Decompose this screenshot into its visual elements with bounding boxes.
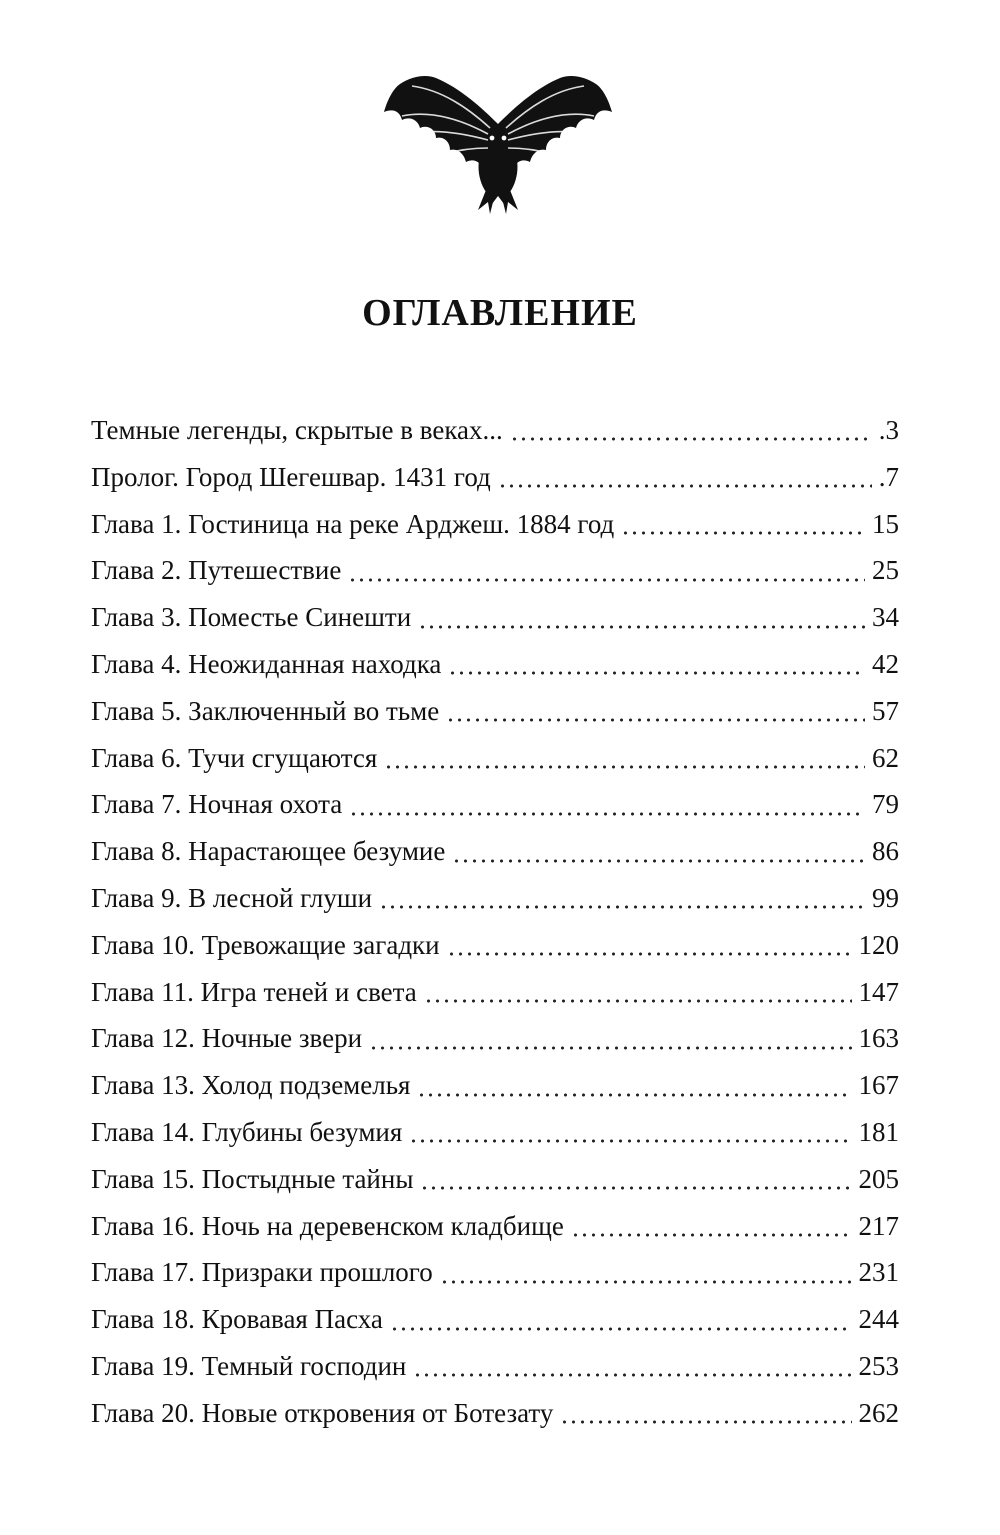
toc-entry-title: Глава 10. Тревожащие загадки [91, 929, 440, 960]
dot-leader [348, 578, 865, 582]
toc-entry-page-number: 181 [858, 1116, 899, 1147]
dot-leader [418, 625, 865, 629]
toc-entry-title: Глава 8. Нарастающее безумие [91, 836, 446, 867]
toc-entry-page-number: 244 [858, 1304, 899, 1335]
toc-entry[interactable] [91, 1296, 899, 1343]
dot-leader [498, 484, 872, 488]
toc-entry[interactable] [91, 1062, 899, 1109]
toc-entry-page-number: 167 [858, 1070, 899, 1101]
toc-entry-title: Глава 16. Ночь на деревенском кладбище [91, 1210, 564, 1241]
dot-leader [440, 1280, 852, 1284]
toc-entry-title: Глава 1. Гостиница на реке Арджеш. 1884 год [91, 508, 615, 539]
toc-entry[interactable] [91, 594, 899, 641]
toc-entry-page-number: 57 [872, 695, 899, 726]
toc-entry-title: Глава 13. Холод подземелья [91, 1070, 411, 1101]
toc-entry-title: Глава 7. Ночная охота [91, 789, 343, 820]
toc-entry[interactable] [91, 1203, 899, 1250]
toc-entry-page-number: 62 [872, 742, 899, 773]
toc-entry-page-number: 147 [858, 976, 899, 1007]
toc-entry-page-number: .3 [878, 415, 899, 445]
dot-leader [369, 1046, 851, 1050]
toc-entry-title: Глава 20. Новые откровения от Ботезату [91, 1397, 554, 1428]
toc-entry-title: Пролог. Город Шегешвар. 1431 год [91, 461, 491, 492]
toc-entry-title: Глава 18. Кровавая Пасха [91, 1304, 383, 1335]
toc-entry-title: Глава 5. Заключенный во тьме [91, 695, 440, 726]
dot-leader [424, 999, 852, 1003]
dot-leader [390, 1327, 852, 1331]
dot-leader [452, 859, 865, 863]
dot-leader [447, 952, 852, 956]
dot-leader [510, 437, 872, 441]
dot-leader [571, 1233, 852, 1237]
dot-leader [413, 1373, 851, 1377]
toc-entry[interactable] [91, 1156, 899, 1203]
toc-entry[interactable] [91, 688, 899, 735]
toc-entry[interactable] [91, 1249, 899, 1296]
dot-leader [409, 1139, 851, 1143]
toc-entry-page-number: 34 [872, 602, 899, 633]
toc-entry-title: Глава 2. Путешествие [91, 555, 342, 586]
dot-leader [384, 765, 865, 769]
toc-entry[interactable] [91, 735, 899, 782]
dot-leader [349, 812, 865, 816]
toc-entry-page-number: 120 [858, 929, 899, 960]
toc-entry[interactable] [91, 1015, 899, 1062]
bat-icon [382, 68, 614, 220]
toc-entry-title: Глава 3. Поместье Синешти [91, 602, 412, 633]
toc-entry[interactable] [91, 969, 899, 1016]
dot-leader [560, 1420, 851, 1424]
dot-leader [448, 671, 865, 675]
toc-entry-title: Глава 14. Глубины безумия [91, 1116, 403, 1147]
toc-entry[interactable] [91, 454, 899, 501]
dot-leader [417, 1093, 851, 1097]
toc-entry-page-number: 205 [858, 1163, 899, 1194]
toc-entry-title: Глава 4. Неожиданная находка [91, 648, 442, 679]
toc-entry-title: Глава 17. Призраки прошлого [91, 1257, 433, 1288]
toc-entry-page-number: 79 [872, 789, 899, 820]
toc-entry-page-number: .7 [878, 461, 899, 492]
toc-entry-title: Глава 15. Постыдные тайны [91, 1163, 414, 1194]
toc-entry[interactable] [91, 828, 899, 875]
toc-entry[interactable] [91, 547, 899, 594]
toc-entry[interactable] [91, 1390, 899, 1437]
toc-entry-title: Глава 11. Игра теней и света [91, 976, 417, 1007]
toc-entry-title: Глава 6. Тучи сгущаются [91, 742, 378, 773]
toc-entry-page-number: 25 [872, 555, 899, 586]
toc-entry-title: Глава 9. В лесной глуши [91, 882, 373, 913]
toc-entry[interactable] [91, 875, 899, 922]
page-title: ОГЛАВЛЕНИЕ [362, 292, 638, 334]
toc-entry-page-number: 86 [872, 836, 899, 867]
toc-entry-page-number: 163 [858, 1023, 899, 1054]
toc-entry-title: Темные легенды, скрытые в веках... [91, 415, 503, 445]
toc-entry[interactable] [91, 1109, 899, 1156]
toc-entry[interactable] [91, 641, 899, 688]
toc-entry[interactable] [91, 781, 899, 828]
dot-leader [446, 718, 865, 722]
toc-entry-page-number: 231 [858, 1257, 899, 1288]
toc-entry-page-number: 262 [858, 1397, 899, 1428]
toc-entry-title: Глава 19. Темный господин [91, 1350, 407, 1381]
toc-entry[interactable] [91, 1343, 899, 1390]
table-of-contents [91, 407, 899, 1437]
toc-entry-page-number: 15 [872, 508, 899, 539]
toc-entry[interactable] [91, 922, 899, 969]
toc-entry-title: Глава 12. Ночные звери [91, 1023, 363, 1054]
toc-entry-page-number: 42 [872, 648, 899, 679]
toc-entry[interactable] [91, 501, 899, 548]
toc-entry-page-number: 217 [858, 1210, 899, 1241]
toc-entry[interactable] [91, 407, 899, 454]
dot-leader [420, 1186, 851, 1190]
toc-entry-page-number: 253 [858, 1350, 899, 1381]
dot-leader [621, 531, 865, 535]
dot-leader [379, 905, 865, 909]
toc-entry-page-number: 99 [872, 882, 899, 913]
